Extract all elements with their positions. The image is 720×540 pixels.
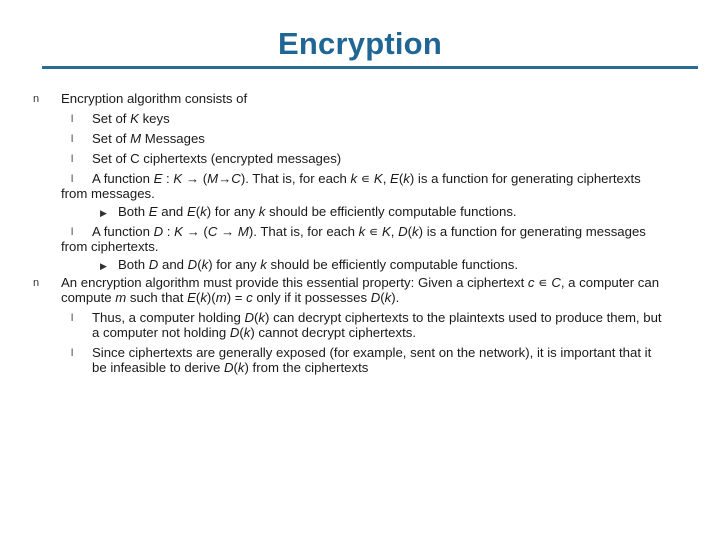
arrow-bullet-icon: ▶	[100, 261, 107, 271]
bullet-text: Encryption algorithm consists of	[61, 91, 248, 106]
sub-bullet-function-d: l A function D : K → (C → M). That is, for each k ∊ K, D(k) is a function for generating messages from ciphertexts.	[61, 224, 646, 254]
slide-body	[30, 88, 702, 375]
sub-bullet-keys: l Set of K keys	[71, 111, 170, 126]
arrow-bullet-icon: ▶	[100, 208, 107, 218]
bullet-marker: n	[33, 277, 40, 289]
sub-bullet-marker: l	[71, 114, 74, 125]
sub-sub-bullet-d-computable: ▶ Both D and D(k) for any k should be efficiently computable functions.	[100, 257, 519, 272]
sub-bullet-ciphertexts: l Set of C ciphertexts (encrypted messages)	[71, 151, 342, 166]
sub-bullet-marker: l	[71, 174, 74, 185]
sub-bullet-marker: l	[71, 154, 74, 165]
sub-bullet-marker: l	[71, 348, 74, 359]
sub-bullet-marker: l	[71, 134, 74, 145]
sub-bullet-infeasible: l Since ciphertexts are generally exposed (for example, sent on the network), it is important that it be infeasible to derive D(k) from the ciphertexts	[71, 345, 652, 375]
sub-bullet-marker: l	[71, 313, 74, 324]
bullet-essential-property: n An encryption algorithm must provide this essential property: Given a ciphertext c ∊ C, a computer can compute m such that E(k)(m) = c only if it possesses D(k).	[33, 275, 660, 305]
sub-bullet-marker: l	[71, 227, 74, 238]
sub-bullet-messages: l Set of M Messages	[71, 131, 205, 146]
bullet-encryption-algorithm	[30, 91, 702, 106]
sub-bullet-function-e: l A function E : K → (M→C). That is, for each k ∊ K, E(k) is a function for generating ciphertexts from messages.	[61, 171, 641, 201]
slide-title: Encryption	[278, 26, 442, 61]
title-underline	[42, 66, 698, 69]
sub-sub-bullet-e-computable: ▶ Both E and E(k) for any k should be efficiently computable functions.	[100, 204, 517, 219]
sub-bullet-decrypt-holding: l Thus, a computer holding D(k) can decrypt ciphertexts to the plaintexts used to produce them, but a computer not holding D(k) cannot decrypt ciphertexts.	[71, 310, 662, 340]
bullet-marker: n	[33, 93, 40, 105]
